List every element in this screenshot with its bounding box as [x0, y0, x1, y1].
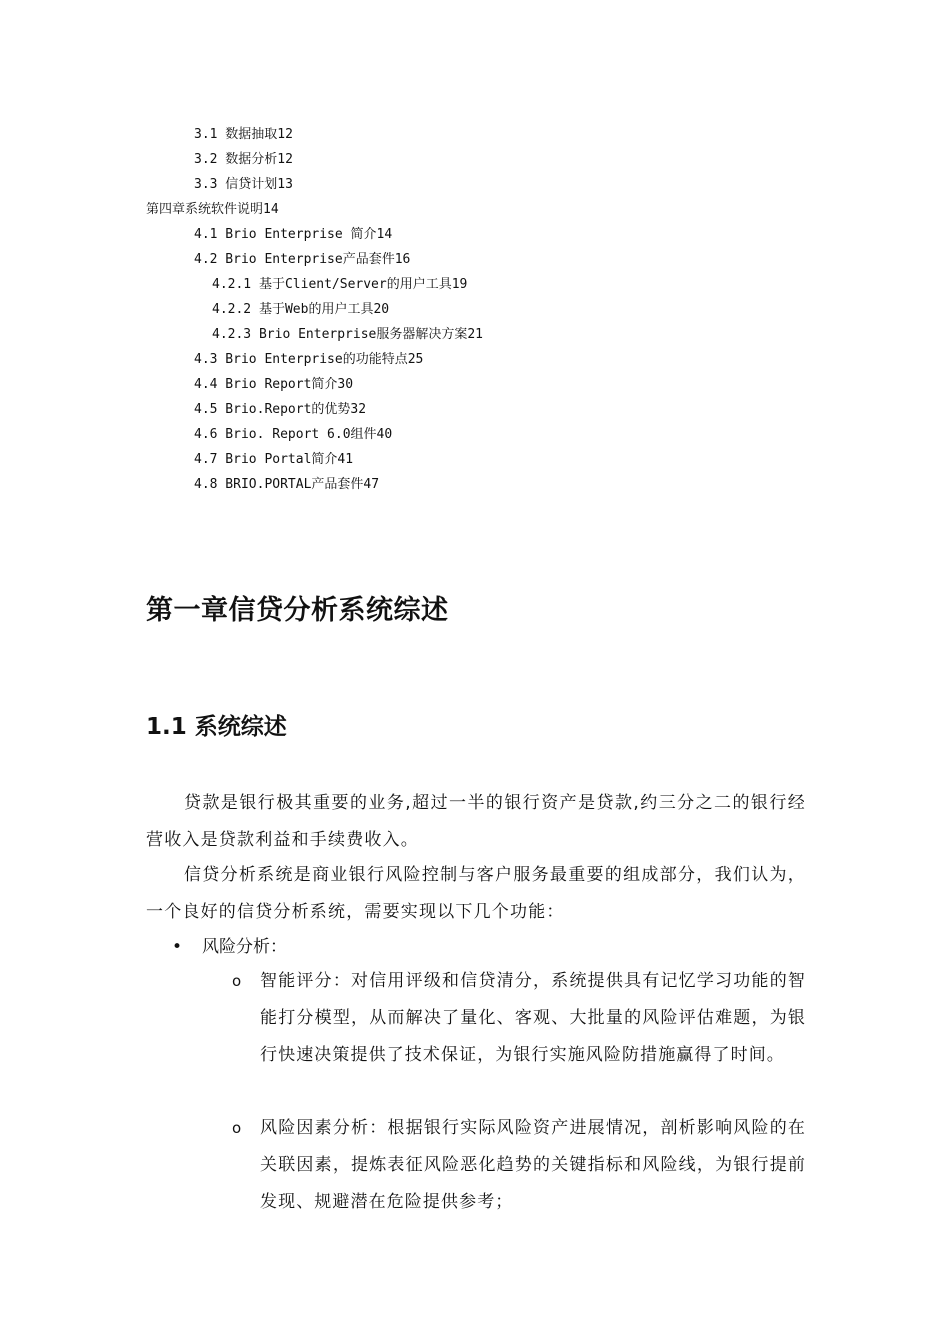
- body-paragraph: 信贷分析系统是商业银行风险控制与客户服务最重要的组成部分，我们认为，一个良好的信贷分析系统，需要实现以下几个功能：: [146, 865, 806, 922]
- sub-bullet-text: 风险因素分析：根据银行实际风险资产进展情况，剖析影响风险的在关联因素，提炼表征风险恶化趋势的关键指标和风险线，为银行提前发现、规避潜在危险提供参考；: [260, 1118, 806, 1212]
- bullet-text: 风险分析：: [202, 937, 287, 957]
- sub-bullet-marker: o: [232, 972, 243, 990]
- sub-bullet-text: 智能评分：对信用评级和信贷清分，系统提供具有记忆学习功能的智能打分模型，从而解决了量化、客观、大批量的风险评估难题，为银行快速决策提供了技术保证，为银行实施风险防措施赢得了时间。: [260, 971, 806, 1065]
- toc-entry: 4.8 BRIO.PORTAL产品套件47: [194, 477, 380, 492]
- toc-entry: 3.1 数据抽取12: [194, 127, 293, 142]
- toc-entry: 3.2 数据分析12: [194, 152, 293, 167]
- toc-entry: 4.7 Brio Portal简介41: [194, 452, 354, 467]
- toc-entry: 4.1 Brio Enterprise 简介14: [194, 227, 393, 242]
- section-title: 1.1 系统综述: [146, 714, 287, 740]
- bullet-marker: •: [172, 937, 183, 957]
- sub-bullet-item: [232, 1110, 806, 1221]
- toc-entry: 4.4 Brio Report简介30: [194, 377, 354, 392]
- toc-entry: 4.5 Brio.Report的优势32: [194, 402, 367, 417]
- toc-entry: 4.2 Brio Enterprise产品套件16: [194, 252, 411, 267]
- toc-entry: 4.2.1 基于Client/Server的用户工具19: [212, 277, 468, 292]
- toc-entry: 第四章系统软件说明14: [146, 202, 279, 217]
- bullet-item: [172, 929, 287, 966]
- sub-bullet-marker: o: [232, 1119, 243, 1137]
- sub-bullet-item: [232, 963, 806, 1074]
- toc-entry: 4.2.3 Brio Enterprise服务器解决方案21: [212, 327, 484, 342]
- body-paragraph: 贷款是银行极其重要的业务,超过一半的银行资产是贷款,约三分之二的银行经营收入是贷款利益和手续费收入。: [146, 793, 806, 850]
- toc-entry: 4.3 Brio Enterprise的功能特点25: [194, 352, 424, 367]
- toc-entry: 3.3 信贷计划13: [194, 177, 293, 192]
- chapter-title: 第一章信贷分析系统综述: [146, 595, 449, 626]
- toc-entry: 4.2.2 基于Web的用户工具20: [212, 302, 390, 317]
- toc-entry: 4.6 Brio. Report 6.0组件40: [194, 427, 393, 442]
